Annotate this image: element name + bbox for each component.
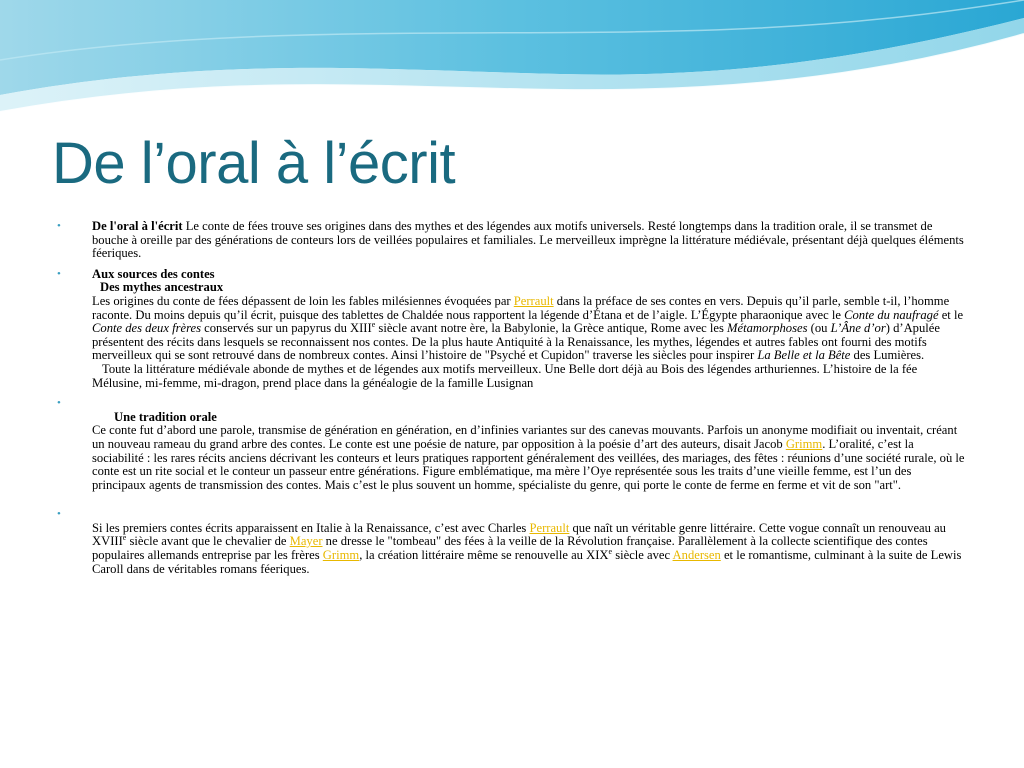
bullet-icon: • [57,397,61,410]
list-item-sources [57,268,965,390]
list-item-oral-ecrit [57,220,965,261]
link-andersen[interactable]: Andersen [672,548,721,563]
link-perrault[interactable]: Perrault [513,293,554,308]
item-paragraph: Si les premiers contes écrits apparaissent en Italie à la Renaissance, c’est avec Charles Perrault que naît un véritable genre littéraire. Cette vogue connaît un renouveau au XVIIIe siècle avant que le chevalier de Mayer ne dresse le "tombeau" des fées à la veille de la Révolution française. Parallèlement à la collecte scientifique des contes populaires allemands entreprise par les frères Grimm, la création littéraire même se renouvelle au XIXe siècle avec Andersen et le romantisme, culminant à la suite de Lewis Caroll dans de véritables romans féeriques. [92,520,962,576]
item-paragraph-medieval: Toute la littérature médiévale abonde de mythes et de légendes aux motifs merveilleux. Une Belle dort déjà au Bois des légendes arthuriennes. L’histoire de la fée Mélusine, mi-femme, mi-dragon, prend place dans la généalogie de la famille Lusignan [92,361,918,390]
item-heading: Une tradition orale [114,409,217,424]
list-item-ecrits [57,508,965,576]
slide-body [57,220,965,583]
bullet-icon: • [57,267,61,280]
item-text: Le conte de fées trouve ses origines dans des mythes et des légendes aux motifs universels. Resté longtemps dans la tradition orale, il se transmet de bouche à oreille par des générations de conteurs lors de veillées populaires et familiales. Le merveilleux imprègne la littérature médiévale, présentant déjà quelques éléments féeriques. [92,219,964,261]
bullet-icon: • [57,508,61,521]
bullet-icon: • [57,220,61,232]
item-heading: Aux sources des contes [92,266,215,281]
item-subheading: Des mythes ancestraux [100,280,224,295]
link-grimm-2[interactable]: Grimm [322,548,360,563]
list-item-tradition-orale [57,397,965,492]
slide-title: De l’oral à l’écrit [52,131,456,196]
decorative-wave-banner [0,0,1024,120]
link-mayer[interactable]: Mayer [289,534,323,549]
item-paragraph: Les origines du conte de fées dépassent de loin les fables milésiennes évoquées par Perrault dans la préface de ses contes en vers. Depuis qu’il parle, semble t-il, l’homme raconte. Du moins depuis qu’il écrit, puisque des tablettes de Chaldée nous rapportent la légende d’Étana et de l’aigle. L’Égypte pharaonique avec le Conte du naufragé et le Conte des deux frères conservés sur un papyrus du XIIIe siècle avant notre ère, la Babylonie, la Grèce antique, Rome avec les Métamorphoses (ou L’Âne d’or) d’Apulée présentent des récits dans lesquels se reconnaissent nos contes. De la plus haute Antiquité à la Renaissance, les mythes, légendes et autres fables ont fourni des motifs merveilleux qui se sont retrouvé dans de nombreux contes. Ainsi l’histoire de "Psyché et Cupidon" traverse les siècles pour inspirer La Belle et la Bête des Lumières. [92,293,964,363]
item-paragraph: Ce conte fut d’abord une parole, transmise de génération en génération, en d’infinies variantes sur des canevas mouvants. Parfois un anonyme modifiait ou inventait, créant un nouveau rameau du grand arbre des contes. Le conte est une poésie de nature, par opposition à la poésie d’art des auteurs, disait Jacob Grimm. L’oralité, c’est la sociabilité : les rares récits anciens décrivant les conteurs et leurs pratiques rapportent généralement des veillées, des mariages, des fêtes : réunions d’une société rurale, où le conte est un rite social et le conteur un passeur entre générations. Figure emblématique, ma mère l’Oye représentée sous les traits d’une vieille femme, est l’un des principaux agents de transmission des contes. Mais c’est le plus souvent un homme, spécialiste du genre, qui porte le conte de ferme en ferme et vit de son "art". [92,423,965,492]
item-heading: De l'oral à l'écrit [92,219,183,233]
link-perrault-2[interactable]: Perrault [529,520,570,535]
link-grimm[interactable]: Grimm [785,436,823,451]
